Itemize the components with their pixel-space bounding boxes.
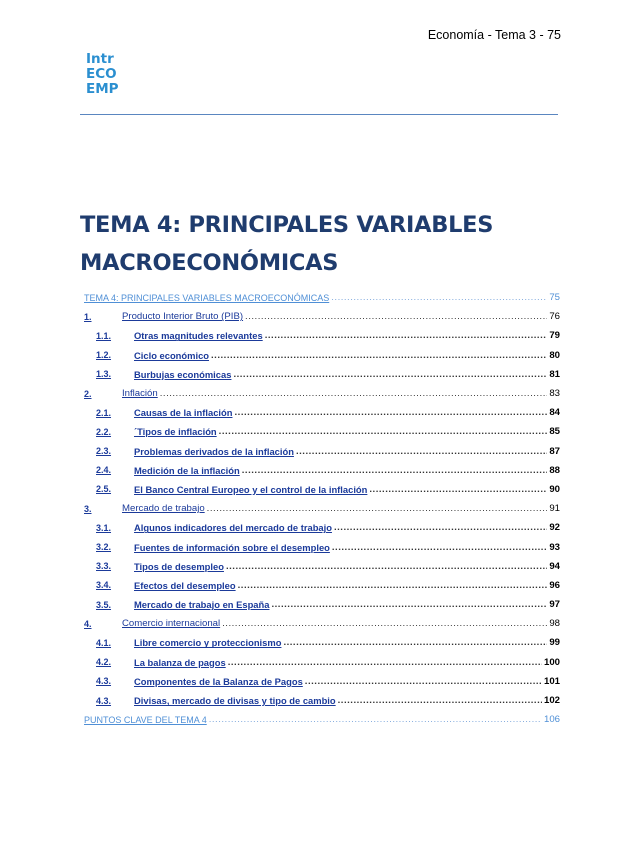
toc-entry[interactable] [84,633,560,652]
toc-entry-page[interactable]: 80 [549,349,560,361]
toc-entry-page[interactable]: 91 [549,503,560,515]
toc-entry-number[interactable]: 2.4. [96,465,112,476]
toc-entry-page[interactable]: 93 [549,541,560,553]
toc-entry-label[interactable]: Libre comercio y proteccionismo [134,637,282,649]
toc-entry-label[interactable]: El Banco Central Europeo y el control de la inflación [134,483,368,495]
toc-entry-number[interactable]: 3.4. [96,580,112,591]
toc-entry[interactable] [84,365,560,384]
logo-line-1: Intr [86,51,114,67]
toc-entry-page[interactable]: 76 [549,311,560,323]
toc-entry-page[interactable]: 106 [543,714,560,726]
toc-dot-leader [160,388,548,399]
toc-entry[interactable] [84,346,560,365]
toc-entry[interactable] [84,614,560,633]
toc-dot-leader [271,599,547,610]
toc-entry-page[interactable]: 85 [549,426,560,438]
page-title [80,206,550,282]
toc-entry-page[interactable]: 87 [549,445,560,457]
toc-dot-leader [234,407,547,418]
toc-entry-number[interactable]: 3.2. [96,542,112,553]
toc-entry-label[interactable]: Tipos de desempleo [134,560,224,572]
toc-entry-number[interactable]: 4.3. [96,695,112,706]
toc-entry[interactable] [84,672,560,691]
toc-entry-number[interactable]: 4.3. [96,676,112,687]
title-line-1: TEMA 4: PRINCIPALES VARIABLES [80,212,494,238]
toc-entry-label[interactable]: Efectos del desempleo [134,579,236,591]
toc-entry-number[interactable]: 2.2. [96,426,112,437]
toc-entry-page[interactable]: 75 [549,292,560,304]
toc-entry[interactable] [84,461,560,480]
toc-entry-label[interactable]: Producto Interior Bruto (PIB) [122,311,244,323]
toc-entry-number[interactable]: 1.3. [96,369,112,380]
toc-entry-label[interactable]: TEMA 4: PRINCIPALES VARIABLES MACROECONÓMICAS [84,292,330,303]
toc-entry-page[interactable]: 83 [549,388,560,400]
logo-line-2: ECO [86,66,117,82]
toc-entry[interactable] [84,653,560,672]
toc-dot-leader [238,580,548,591]
toc-entry-page[interactable]: 97 [549,599,560,611]
toc-entry[interactable] [84,422,560,441]
toc-dot-leader [296,446,547,457]
toc-entry-label[interactable]: PUNTOS CLAVE DEL TEMA 4 [84,714,207,725]
logo-line-3: EMP [86,81,119,97]
toc-entry[interactable] [84,288,560,307]
toc-entry-label[interactable]: Mercado de trabajo [122,503,205,515]
toc-dot-leader [332,542,547,553]
title-line-2: MACROECONÓMICAS [80,250,339,276]
toc-entry-label[interactable]: Componentes de la Balanza de Pagos [134,675,303,687]
toc-entry[interactable] [84,442,560,461]
toc-entry-page[interactable]: 84 [549,407,560,419]
toc-entry[interactable] [84,595,560,614]
toc-entry-page[interactable]: 99 [549,637,560,649]
toc-dot-leader [283,637,547,648]
table-of-contents [84,288,560,729]
toc-entry-label[interactable]: Mercado de trabajo en España [134,599,270,611]
toc-entry-number[interactable]: 1.2. [96,350,112,361]
toc-entry[interactable] [84,710,560,729]
toc-dot-leader [305,676,542,687]
toc-entry[interactable] [84,499,560,518]
toc-entry-label[interactable]: Otras magnitudes relevantes [134,330,263,342]
toc-entry-label[interactable]: Problemas derivados de la inflación [134,445,294,457]
toc-dot-leader [209,714,542,725]
toc-dot-leader [242,465,548,476]
toc-entry-page[interactable]: 81 [549,368,560,380]
toc-entry-number[interactable]: 3.5. [96,599,112,610]
running-header: Economía - Tema 3 - 75 [427,28,561,42]
toc-dot-leader [207,503,548,514]
toc-dot-leader [222,618,547,629]
toc-entry-label[interactable]: Medición de la inflación [134,464,240,476]
toc-entry-number[interactable]: 4.1. [96,637,112,648]
toc-entry-label[interactable]: Ciclo económico [134,349,210,361]
toc-entry-number[interactable]: 2.3. [96,446,112,457]
toc-dot-leader [338,695,542,706]
toc-entry-page[interactable]: 101 [543,675,560,687]
toc-entry[interactable] [84,557,560,576]
toc-dot-leader [219,426,548,437]
toc-dot-leader [245,311,547,322]
toc-entry-label[interactable]: Divisas, mercado de divisas y tipo de cambio [134,695,336,707]
toc-entry-number[interactable]: 4.2. [96,657,112,668]
toc-dot-leader [265,330,548,341]
toc-entry-number[interactable]: 1.1. [96,330,112,341]
toc-entry-label[interactable]: Inflación [122,388,158,400]
toc-entry[interactable] [84,691,560,710]
toc-entry-label[interactable]: Algunos indicadores del mercado de trabajo [134,522,332,534]
toc-dot-leader [233,369,547,380]
toc-entry[interactable] [84,576,560,595]
toc-entry-label[interactable]: Fuentes de información sobre el desempleo [134,541,330,553]
toc-entry-page[interactable]: 79 [549,330,560,342]
toc-entry-number[interactable]: 2.5. [96,484,112,495]
toc-entry-label[interactable]: Comercio internacional [122,618,221,630]
toc-dot-leader [211,350,547,361]
toc-entry[interactable] [84,326,560,345]
header-rule [80,114,558,115]
toc-entry-label[interactable]: Causas de la inflación [134,407,233,419]
toc-entry[interactable] [84,537,560,556]
toc-entry-page[interactable]: 96 [549,579,560,591]
toc-entry-number[interactable]: 2. [84,388,92,399]
toc-entry-page[interactable]: 92 [549,522,560,534]
toc-entry[interactable] [84,403,560,422]
toc-entry-page[interactable]: 98 [549,618,560,630]
logo [86,52,132,97]
toc-entry-page[interactable]: 102 [543,695,560,707]
toc-entry[interactable] [84,384,560,403]
toc-dot-leader [334,522,547,533]
toc-entry-number[interactable]: 4. [84,618,92,629]
toc-entry-page[interactable]: 88 [549,464,560,476]
toc-entry-label[interactable]: La balanza de pagos [134,656,226,668]
toc-dot-leader [331,292,547,303]
toc-entry-number[interactable]: 2.1. [96,407,112,418]
toc-dot-leader [228,657,542,668]
toc-entry[interactable] [84,307,560,326]
toc-entry-number[interactable]: 3.1. [96,522,112,533]
toc-entry-number[interactable]: 3. [84,503,92,514]
toc-entry-number[interactable]: 1. [84,311,92,322]
toc-entry[interactable] [84,480,560,499]
toc-dot-leader [226,561,547,572]
toc-dot-leader [369,484,547,495]
toc-entry[interactable] [84,518,560,537]
toc-entry-page[interactable]: 94 [549,560,560,572]
toc-entry-label[interactable]: Burbujas económicas [134,368,232,380]
toc-entry-page[interactable]: 90 [549,483,560,495]
toc-entry-page[interactable]: 100 [543,656,560,668]
toc-entry-label[interactable]: ´Tipos de inflación [134,426,217,438]
toc-entry-number[interactable]: 3.3. [96,561,112,572]
